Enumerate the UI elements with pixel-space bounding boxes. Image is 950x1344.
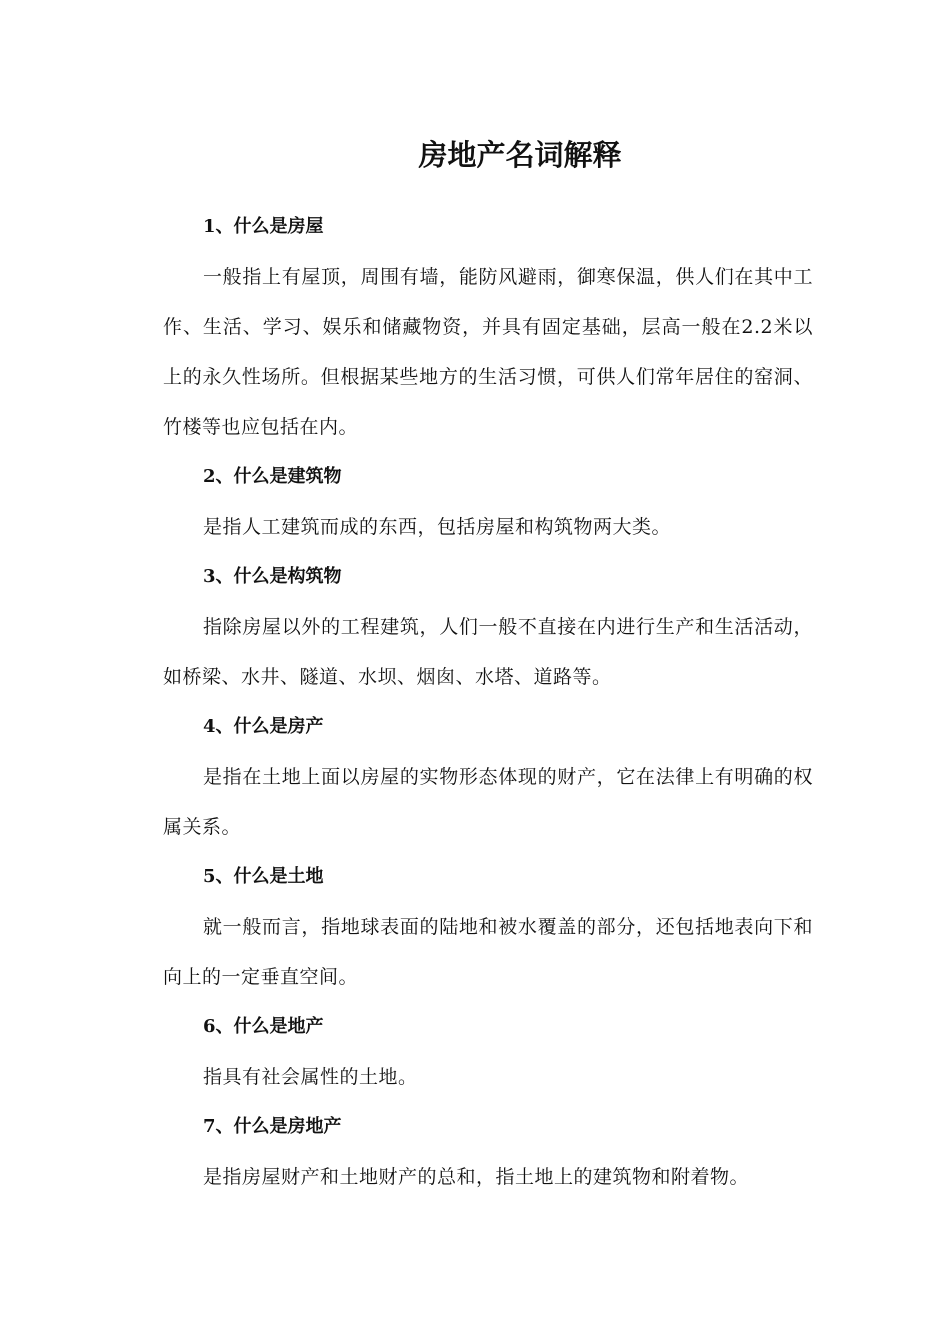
section-heading: 3、什么是构筑物 xyxy=(203,566,342,587)
section-paragraph: 是指房屋财产和土地财产的总和，指土地上的建筑物和附着物。 xyxy=(203,1166,750,1188)
section-paragraph: 指具有社会属性的土地。 xyxy=(203,1066,418,1088)
section-paragraph: 是指在土地上面以房屋的实物形态体现的财产，它在法律上有明确的权属关系。 xyxy=(163,766,813,838)
section-7 xyxy=(163,1102,813,1202)
section-heading: 1、什么是房屋 xyxy=(203,216,324,237)
section-heading: 4、什么是房产 xyxy=(203,716,324,737)
page-title: 房地产名词解释 xyxy=(418,138,622,172)
section-6 xyxy=(163,1002,813,1102)
section-paragraph: 指除房屋以外的工程建筑，人们一般不直接在内进行生产和生活活动，如桥梁、水井、隧道、水坝、烟囱、水塔、道路等。 xyxy=(163,616,813,688)
section-heading: 7、什么是房地产 xyxy=(203,1116,342,1137)
section-5 xyxy=(163,852,813,1002)
section-heading: 5、什么是土地 xyxy=(203,866,324,887)
section-4 xyxy=(163,702,813,852)
document-body xyxy=(163,202,813,1202)
section-heading: 2、什么是建筑物 xyxy=(203,466,342,487)
section-1 xyxy=(163,202,813,452)
section-2 xyxy=(163,452,813,552)
section-paragraph: 就一般而言，指地球表面的陆地和被水覆盖的部分，还包括地表向下和向上的一定垂直空间。 xyxy=(163,916,813,988)
section-paragraph: 一般指上有屋顶，周围有墙，能防风避雨，御寒保温，供人们在其中工作、生活、学习、娱乐和储藏物资，并具有固定基础，层高一般在2.2米以上的永久性场所。但根据某些地方的生活习惯，可供人们常年居住的窑洞、竹楼等也应包括在内。 xyxy=(163,266,813,438)
section-3 xyxy=(163,552,813,702)
section-paragraph: 是指人工建筑而成的东西，包括房屋和构筑物两大类。 xyxy=(203,516,672,538)
section-heading: 6、什么是地产 xyxy=(203,1016,324,1037)
